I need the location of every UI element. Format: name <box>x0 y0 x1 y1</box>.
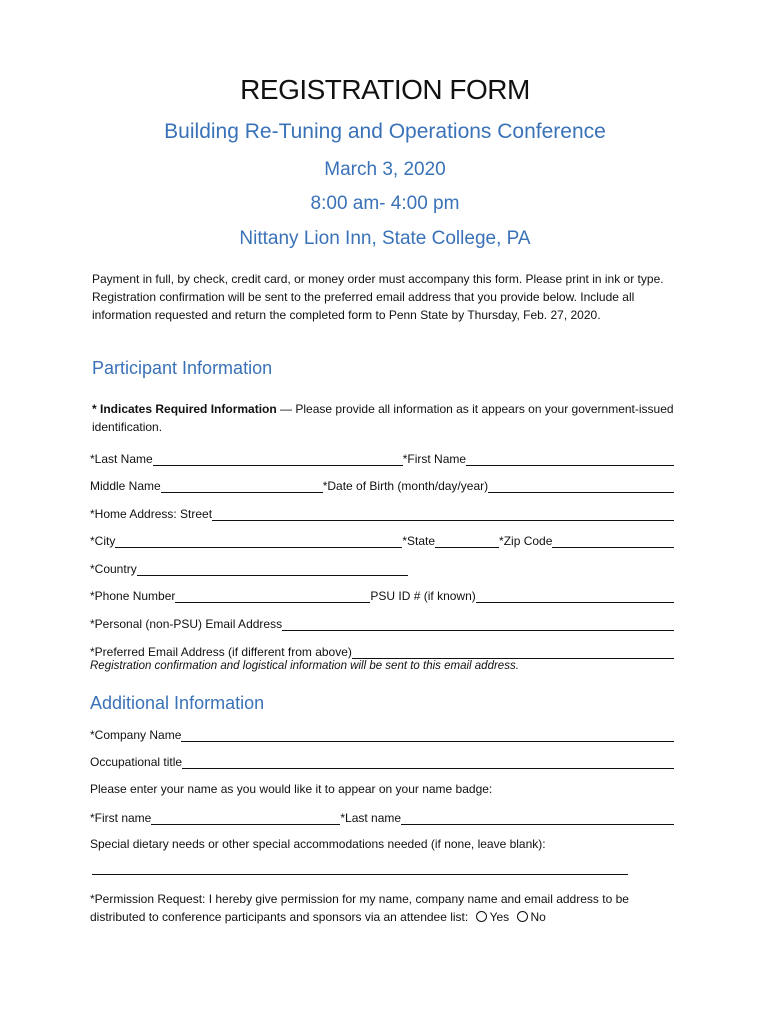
required-note <box>92 400 682 436</box>
dob-label: *Date of Birth (month/day/year) <box>322 479 489 493</box>
zip-label: *Zip Code <box>499 534 553 548</box>
dietary-prompt: Special dietary needs or other special accommodations needed (if none, leave blank): <box>90 837 546 851</box>
home-address-label: *Home Address: Street <box>90 507 213 521</box>
country-row <box>90 558 408 576</box>
personal-email-row <box>90 613 674 631</box>
permission-request <box>90 890 680 926</box>
yes-radio[interactable] <box>476 911 487 922</box>
yes-label: Yes <box>489 910 510 924</box>
first-name-label: *First Name <box>402 452 467 466</box>
badge-name-row <box>90 807 674 825</box>
event-location: Nittany Lion Inn, State College, PA <box>239 228 531 249</box>
middle-name-label: Middle Name <box>90 479 161 493</box>
home-address-field[interactable] <box>212 507 674 521</box>
event-date: March 3, 2020 <box>324 159 446 180</box>
additional-heading: Additional Information <box>90 693 265 713</box>
company-field[interactable] <box>181 728 674 742</box>
zip-field[interactable] <box>552 534 674 548</box>
name-row <box>90 448 674 466</box>
no-radio[interactable] <box>517 911 528 922</box>
badge-prompt: Please enter your name as you would like it to appear on your name badge: <box>90 782 493 796</box>
badge-last-field[interactable] <box>401 811 674 825</box>
address-row <box>90 503 674 521</box>
page-title: REGISTRATION FORM <box>240 74 530 105</box>
personal-email-label: *Personal (non-PSU) Email Address <box>90 617 283 631</box>
dietary-field[interactable] <box>92 874 628 875</box>
company-row <box>90 724 674 742</box>
middle-dob-row <box>90 475 674 493</box>
intro-paragraph: Payment in full, by check, credit card, or money order must accompany this form. Please print in ink or type. Registration confirmation will be sent to the preferred email address that you provide below. Include all information requested and return the completed form to Penn State by Thursday, Feb. 27, 2020. <box>92 272 664 322</box>
participant-heading: Participant Information <box>92 358 273 378</box>
occupation-field[interactable] <box>182 755 674 769</box>
middle-name-field[interactable] <box>161 479 323 493</box>
last-name-field[interactable] <box>153 452 403 466</box>
permission-text: *Permission Request: I hereby give permission for my name, company name and email address to be distributed to conference participants and sponsors via an attendee list: <box>90 892 629 924</box>
required-note-bold: * Indicates Required Information <box>92 402 277 416</box>
email-note: Registration confirmation and logistical information will be sent to this email address. <box>90 660 519 672</box>
event-name: Building Re-Tuning and Operations Conference <box>164 120 606 143</box>
company-label: *Company Name <box>90 728 182 742</box>
city-label: *City <box>90 534 116 548</box>
phone-psu-row <box>90 585 674 603</box>
badge-first-field[interactable] <box>151 811 340 825</box>
psu-id-field[interactable] <box>476 589 674 603</box>
preferred-email-label: *Preferred Email Address (if different from above) <box>90 645 352 659</box>
no-label: No <box>530 910 546 924</box>
dob-field[interactable] <box>488 479 674 493</box>
badge-first-label: *First name <box>90 811 152 825</box>
badge-last-label: *Last name <box>340 811 402 825</box>
country-field[interactable] <box>137 562 408 576</box>
psu-id-label: PSU ID # (if known) <box>370 589 476 603</box>
city-state-zip-row <box>90 530 674 548</box>
phone-field[interactable] <box>175 589 370 603</box>
event-time: 8:00 am- 4:00 pm <box>310 193 460 214</box>
preferred-email-row <box>90 641 674 659</box>
city-field[interactable] <box>115 534 402 548</box>
personal-email-field[interactable] <box>282 617 674 631</box>
preferred-email-field[interactable] <box>352 645 674 659</box>
occupation-label: Occupational title <box>90 755 183 769</box>
required-note-text: — Please provide all information as it appears on your government-issued identification. <box>92 402 674 434</box>
state-label: *State <box>402 534 436 548</box>
last-name-label: *Last Name <box>90 452 153 466</box>
country-label: *Country <box>90 562 137 576</box>
first-name-field[interactable] <box>466 452 674 466</box>
state-field[interactable] <box>435 534 499 548</box>
occupation-row <box>90 751 674 769</box>
phone-label: *Phone Number <box>90 589 176 603</box>
